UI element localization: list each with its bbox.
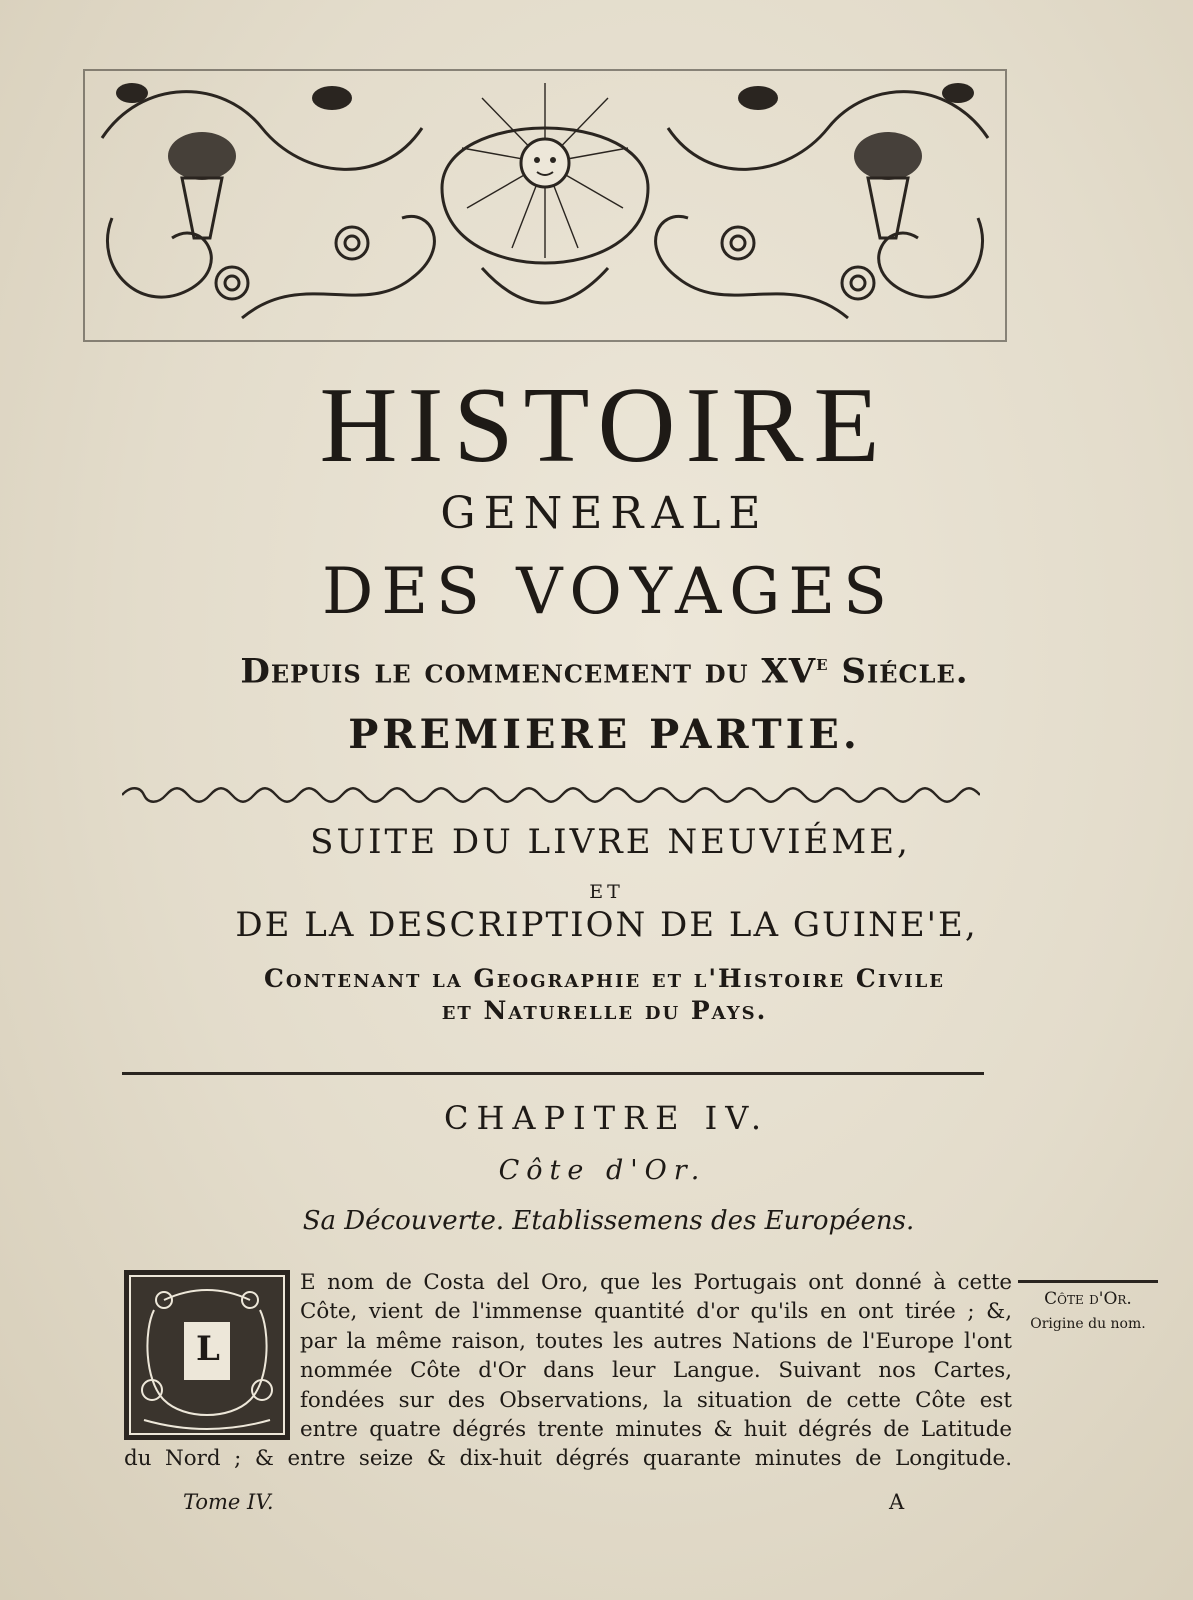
body-line-6: entre quatre dégrés trente minutes & huit dégrés de Latitude [300,1417,1012,1443]
body-line-5: fondées sur des Observations, la situation de cette Côte est [300,1387,1012,1413]
subtitle-contenant [8,963,1193,1027]
body-line-2: Côte, vient de l'immense quantité d'or qu'ils en ont tirée ; &, [300,1299,1012,1325]
title-depuis-sup: e [816,650,829,676]
subtitle-description: DE LA DESCRIPTION DE LA GUINE'E, [235,905,978,945]
footer-signature: A [889,1490,905,1514]
body-line-1: E nom de Costa del Oro, que les Portugais ont donné à cette [300,1270,1012,1295]
title-depuis-prefix: Depuis le commencement du XV [240,651,817,692]
ornamental-rule [122,786,980,804]
footer-tome: Tome IV. [183,1490,274,1514]
margin-rule [1018,1280,1158,1283]
subtitle-et: ET [589,881,624,903]
chapter-number: CHAPITRE IV. [444,1099,769,1137]
ornamental-headpiece [82,68,1008,343]
title-depuis-line [8,650,1193,692]
chapter-name: Côte d'Or. [498,1155,707,1186]
chapter-summary: Sa Découverte. Etablissemens des Européens. [302,1206,915,1236]
subtitle-suite: SUITE DU LIVRE NEUVIÉME, [310,822,911,862]
decorated-initial [124,1270,290,1440]
contenant-line-1: Contenant la Geographie et l'Histoire Civile [264,964,945,993]
title-premiere-partie: PREMIERE PARTIE. [348,711,861,758]
title-histoire: HISTOIRE [319,366,890,485]
margin-note-subtitle: Origine du nom. [1030,1316,1146,1333]
body-line-3: par la même raison, toutes les autres Nations de l'Europe l'ont [300,1328,1012,1354]
title-generale: GENERALE [440,488,769,539]
initial-letter: L [196,1329,220,1369]
body-line-7: du Nord ; & entre seize & dix-huit dégrés quarante minutes de Longitude. [124,1446,1012,1472]
margin-note-title: Côte d'Or. [1044,1289,1132,1309]
contenant-line-2: et Naturelle du Pays. [441,996,768,1025]
horizontal-rule [122,1072,984,1075]
margin-note [1014,1280,1162,1336]
title-depuis-suffix: Siécle. [828,651,969,692]
title-des-voyages: DES VOYAGES [322,555,895,629]
body-line-4: nommée Côte d'Or dans leur Langue. Suivant nos Cartes, [300,1358,1012,1384]
